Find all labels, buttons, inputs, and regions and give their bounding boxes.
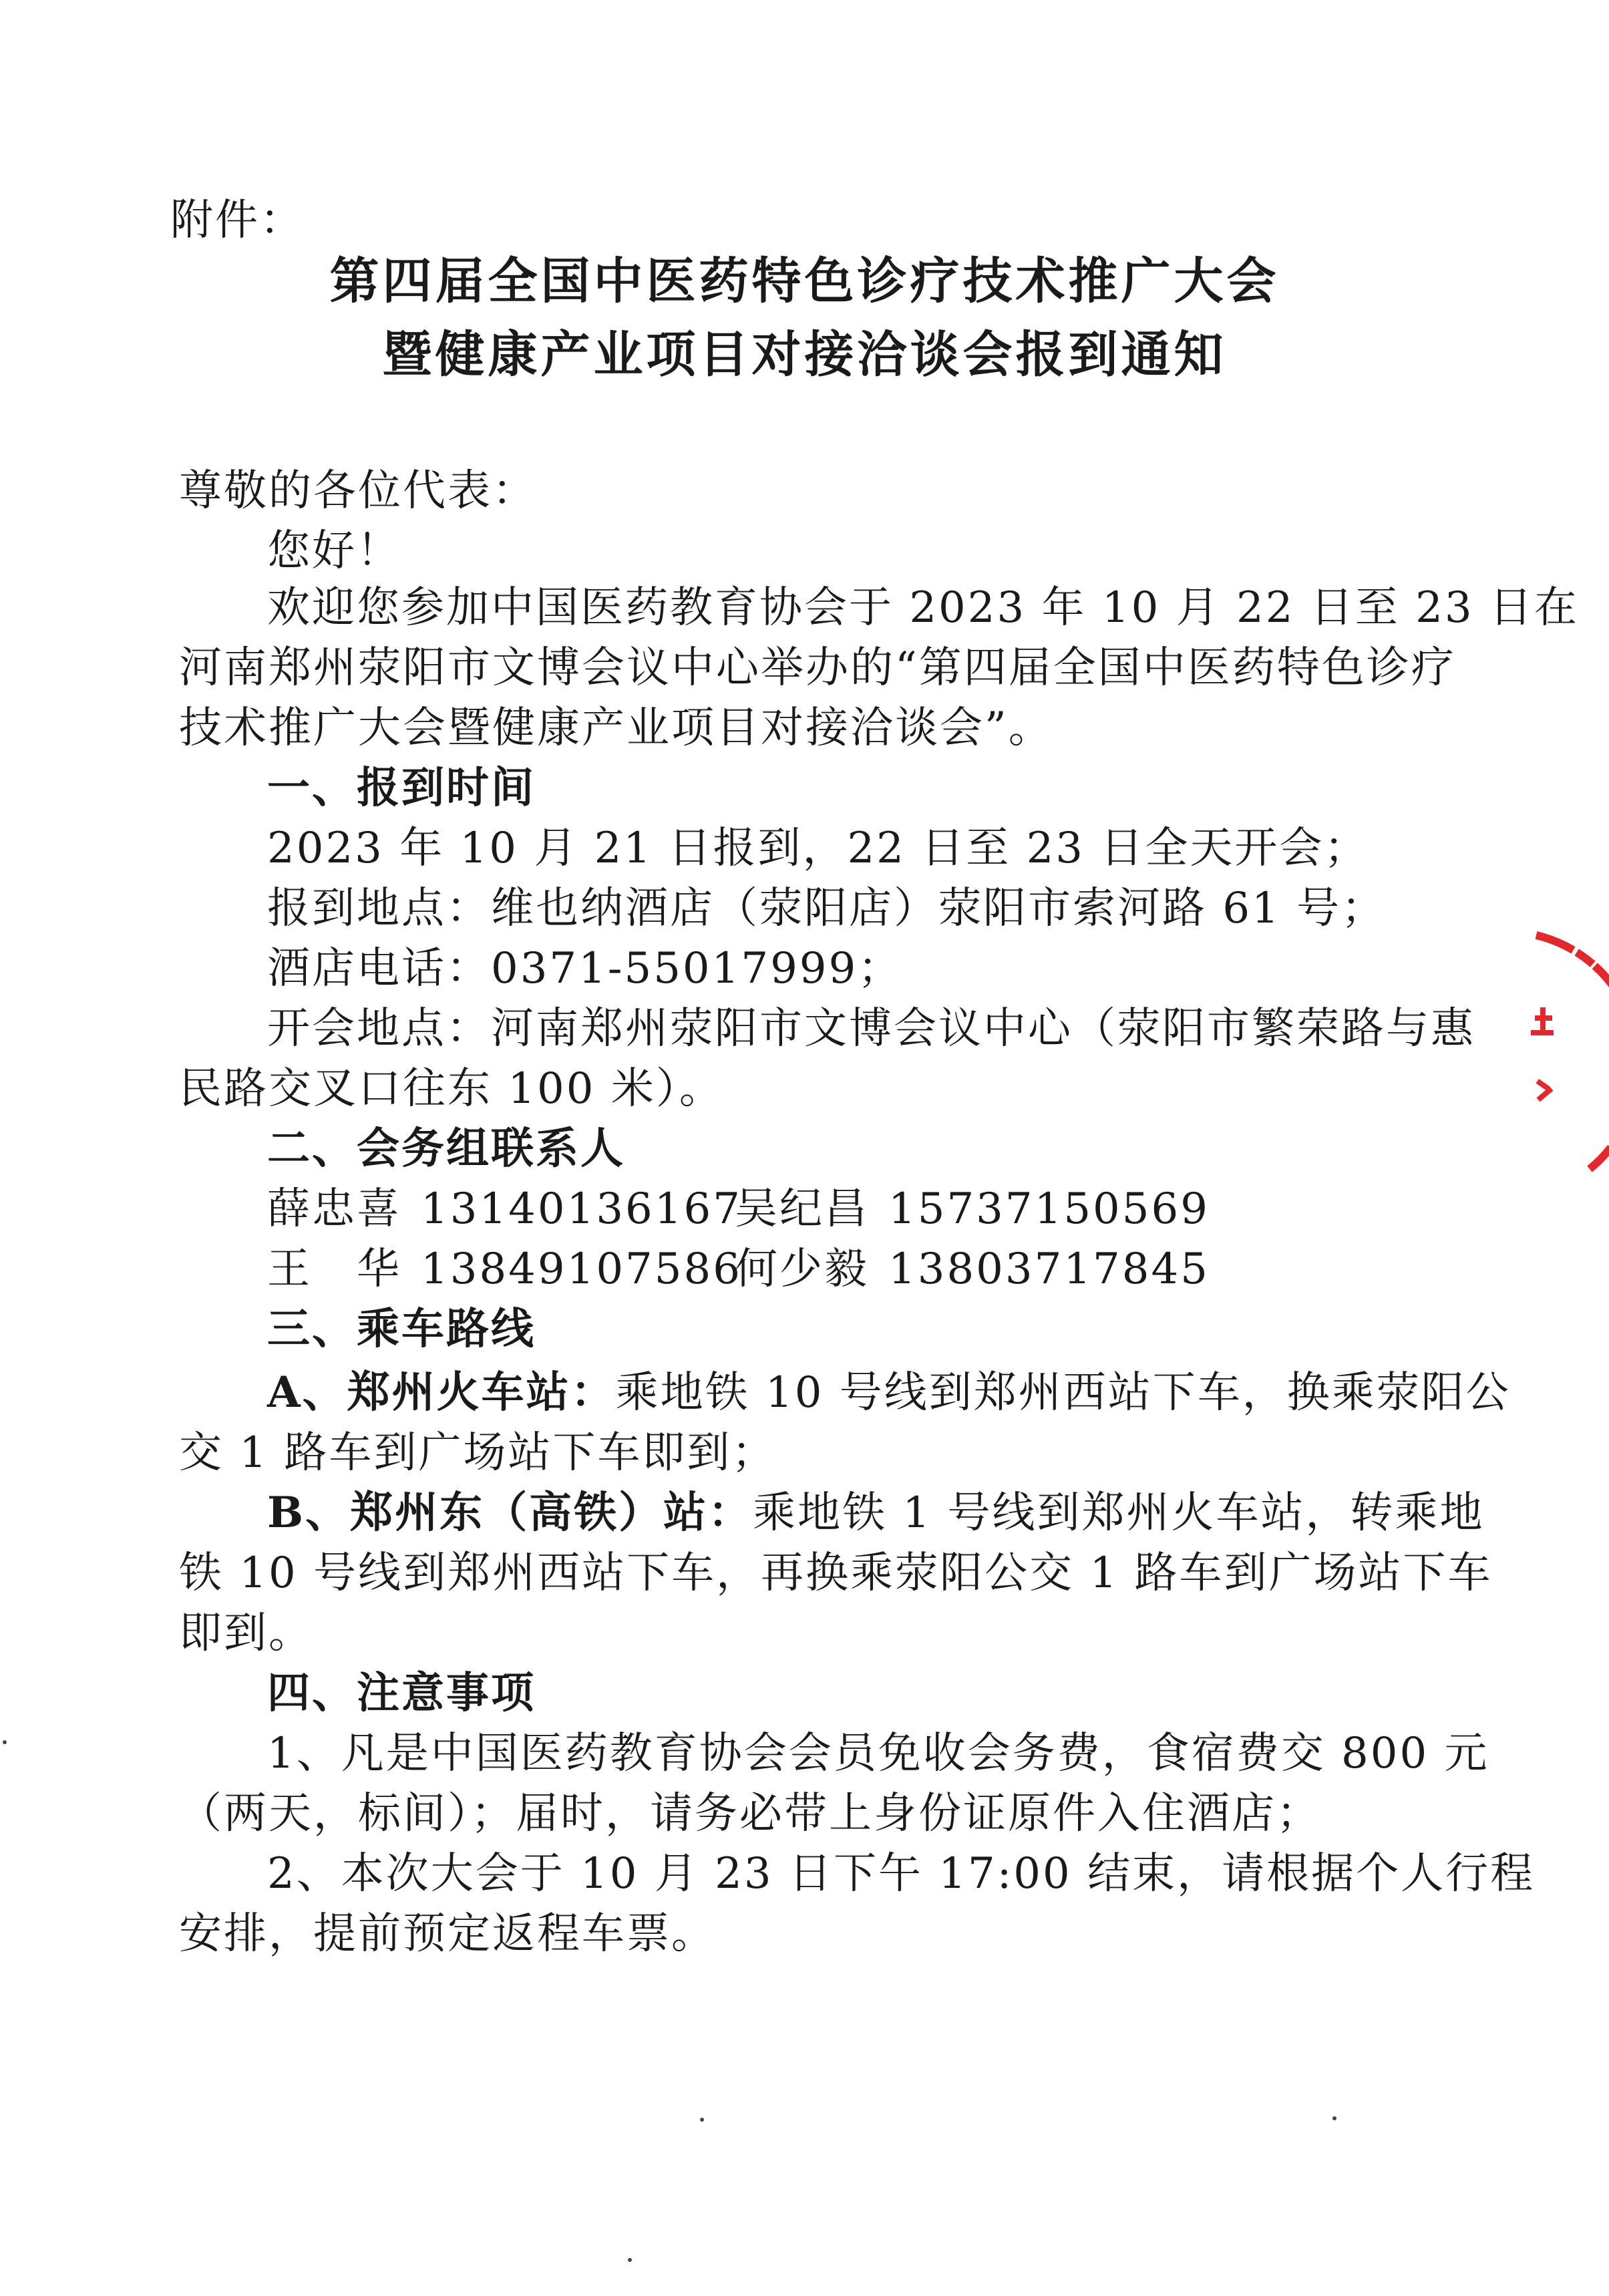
route-b-line-1 [267,1486,1485,1540]
scan-speck [1332,2116,1336,2120]
route-b-label: B、郑州东（高铁）站： [267,1488,753,1538]
contact-name: 王 华 [267,1245,401,1294]
title-line-1: 第四届全国中医药特色诊疗技术推广大会 [329,253,1280,310]
route-b-line-2: 铁 10 号线到郑州西站下车，再换乘荥阳公交 1 路车到广场站下车 [179,1548,1493,1598]
attachment-label: 附件： [170,196,305,245]
contact-phone: 13849107586 [421,1245,742,1294]
meeting-venue-line-1: 开会地点：河南郑州荥阳市文博会议中心（荥阳市繁荣路与惠 [267,1004,1475,1053]
section-heading-contacts: 二、会务组联系人 [267,1124,625,1174]
scan-speck [628,2258,632,2262]
route-a-label: A、郑州火车站： [267,1367,616,1418]
route-a-line-1 [267,1366,1511,1420]
official-seal-stamp [1509,915,1609,1182]
route-a-line-2: 交 1 路车到广场站下车即到； [179,1428,777,1478]
intro-line-3: 技术推广大会暨健康产业项目对接洽谈会”。 [179,703,1053,753]
contact-name: 薛忠喜 [267,1184,401,1234]
scan-speck [3,1740,7,1744]
route-b-text: 乘地铁 1 号线到郑州火车站，转乘地 [753,1488,1485,1538]
note-2-line-1: 2、本次大会于 10 月 23 日下午 17:00 结束，请根据个人行程 [267,1849,1536,1899]
greeting: 您好！ [267,526,401,576]
contact-row [267,1182,1210,1236]
registration-date: 2023 年 10 月 21 日报到，22 日至 23 日全天开会； [267,824,1369,873]
note-1-line-1: 1、凡是中国医药教育协会会员免收会务费，食宿费交 800 元 [267,1729,1489,1778]
intro-line-1: 欢迎您参加中国医药教育协会于 2023 年 10 月 22 日至 23 日在 [267,583,1579,633]
intro-line-2: 河南郑州荥阳市文博会议中心举办的“第四届全国中医药特色诊疗 [179,643,1456,693]
section-heading-routes: 三、乘车路线 [267,1305,536,1354]
contact-name: 何少毅 [735,1245,869,1294]
meeting-venue-line-2: 民路交叉口往东 100 米）。 [179,1064,724,1114]
salutation: 尊敬的各位代表： [179,466,537,516]
route-a-text: 乘地铁 10 号线到郑州西站下车，换乘荥阳公 [615,1368,1511,1418]
hotel-phone: 酒店电话：0371-55017999； [267,944,903,993]
section-heading-notes: 四、注意事项 [267,1669,536,1718]
note-2-line-2: 安排，提前预定返程车票。 [179,1909,716,1959]
registration-location: 报到地点：维也纳酒店（荥阳店）荥阳市索河路 61 号； [267,884,1387,933]
section-heading-registration: 一、报到时间 [267,764,536,813]
contact-row [267,1243,1210,1296]
route-b-line-3: 即到。 [179,1609,313,1658]
title-line-2: 暨健康产业项目对接洽谈会报到通知 [382,326,1227,383]
scan-speck [700,2118,704,2122]
contact-name: 吴纪昌 [735,1184,869,1234]
note-1-line-2: （两天，标间）；届时，请务必带上身份证原件入住酒店； [179,1789,1321,1838]
contact-phone: 15737150569 [888,1184,1210,1234]
contact-phone: 13803717845 [888,1245,1210,1294]
contact-phone: 13140136167 [421,1184,742,1234]
